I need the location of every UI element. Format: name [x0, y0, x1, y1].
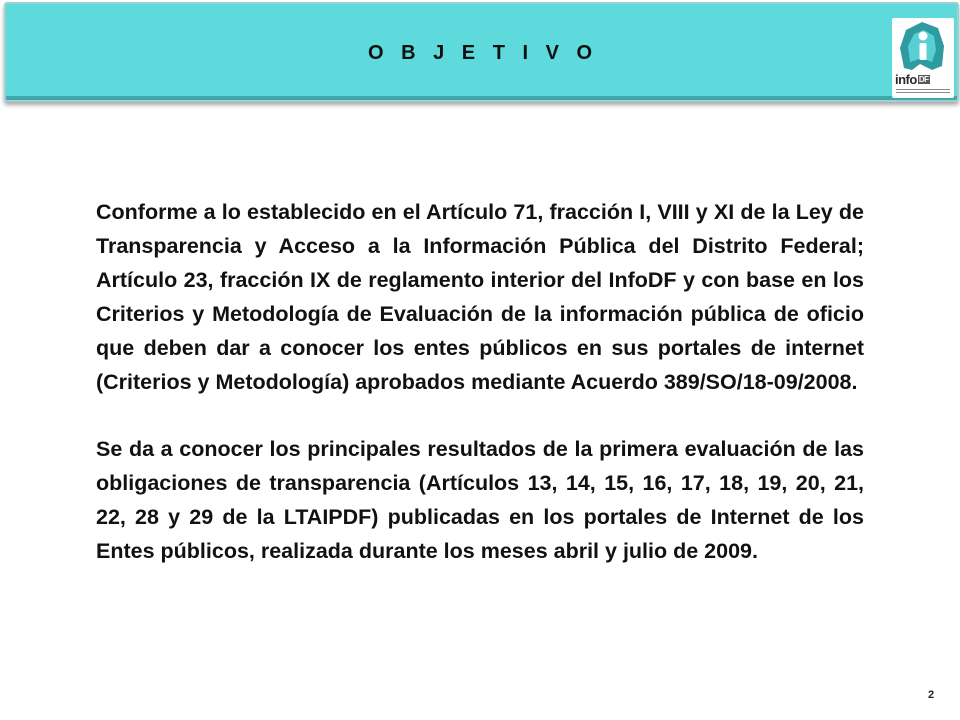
- paragraph-legal-basis: Conforme a lo establecido en el Artículo 71, fracción I, VIII y XI de la Ley de Transparencia y Acceso a la Información Pública del Distrito Federal; Artículo 23, fracción IX de reglamento interior del InfoDF y con base en los Criterios y Metodología de Evaluación de la información pública de oficio que deben dar a conocer los entes públicos en sus portales de internet (Criterios y Metodología) aprobados mediante Acuerdo 389/SO/18-09/2008.: [96, 200, 864, 394]
- page-number: 2: [928, 689, 935, 701]
- logo-tagline: [896, 89, 950, 93]
- infodf-emblem-icon: [892, 18, 954, 72]
- logo-wordmark: info DF: [895, 72, 929, 87]
- infodf-logo: [892, 18, 954, 98]
- header-banner: [4, 2, 959, 102]
- body-content: [96, 195, 864, 601]
- page-title: O B J E T I V O: [368, 42, 599, 64]
- paragraph-results: Se da a conocer los principales resultados de la primera evaluación de las obligaciones de transparencia (Artículos 13, 14, 15, 16, 17, 18, 19, 20, 21, 22, 28 y 29 de la LTAIPDF) publicadas en los portales de Internet de los Entes públicos, realizada durante los meses abril y julio de 2009.: [96, 437, 864, 563]
